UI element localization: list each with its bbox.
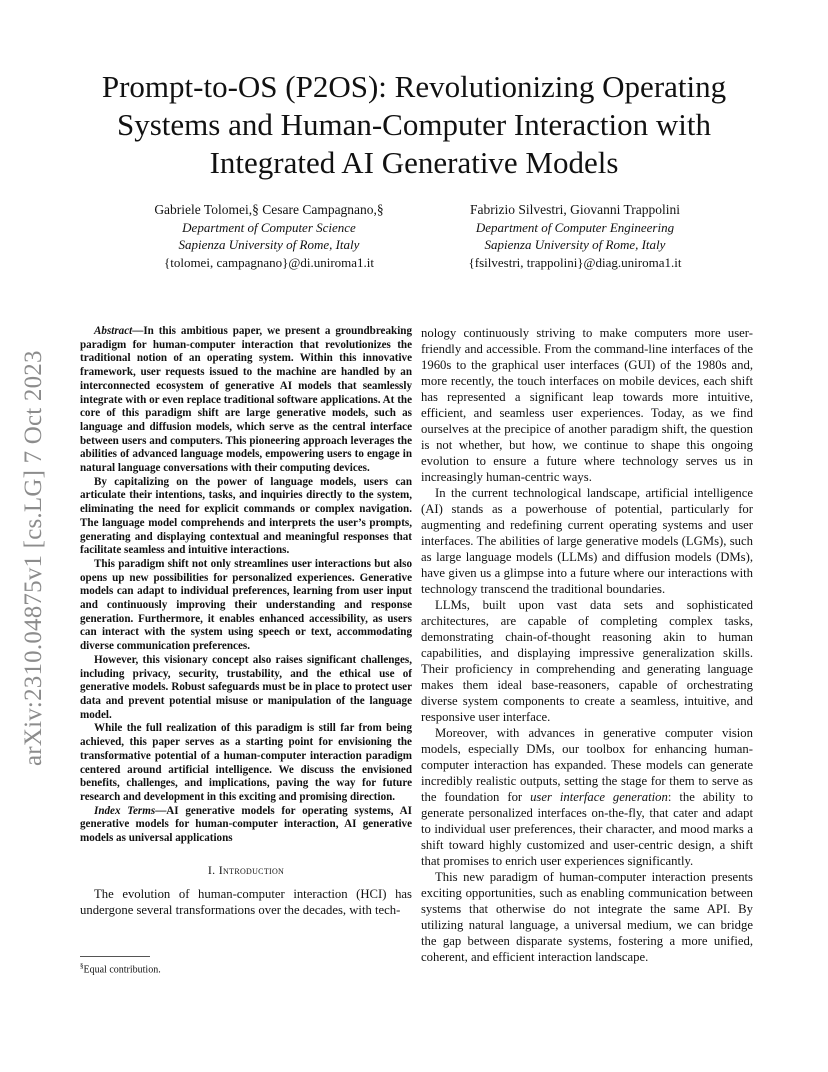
right-paragraph-3-before: Moreover, with advances in generative computer vision models, especially DMs, our toolbox for enhancing human-computer interaction has expanded. These models can generate incredibly realistic outputs, setting the stage for them to serve as the foundation for [421, 726, 753, 804]
footnote-mark: § [80, 962, 84, 970]
arxiv-identifier-text: arXiv:2310.04875v1 [cs.LG] 7 Oct 2023 [20, 350, 47, 766]
abstract-paragraph-2: By capitalizing on the power of language models, users can articulate their intentions, tasks, and inquiries directly to the system, eliminating the need for explicit commands or complex navigation. The language model comprehends and interprets the user’s prompts, generating and displaying contextual and meaningful responses that facilitate seamless and intuitive interactions. [80, 475, 412, 557]
index-terms-label: Index Terms [94, 804, 156, 817]
author-block-1 [104, 201, 434, 271]
footnote [80, 962, 161, 975]
author-email-2: {fsilvestri, trappolini}@diag.uniroma1.it [468, 254, 682, 270]
abstract-paragraph-1 [80, 325, 412, 476]
right-paragraph-2: LLMs, built upon vast data sets and sophisticated architectures, are capable of completing complex tasks, demonstrating chain-of-thought reasoning akin to human capabilities, and displaying impressive generalization skills. Their proficiency in comprehending and generating language makes them ideal base-reasoners, capable of orchestrating diverse system components to create a seamless, intuitive, and responsive user interface. [421, 598, 753, 724]
footnote-text: Equal contribution. [83, 964, 161, 976]
introduction-paragraph-1: The evolution of human-computer interaction (HCI) has undergone several transformations over the decades, with tech- [80, 886, 412, 917]
index-terms [80, 805, 412, 846]
abstract-paragraph-3: This paradigm shift not only streamlines user interactions but also opens up new possibilities for personalized experiences. Generative models can adapt to individual preferences, learning from user input and continuously improving their understanding and response generation. Furthermore, it enables enhanced accessibility, as users can interact with the system using speech or text, accommodating diverse communication preferences. [80, 557, 412, 653]
abstract [80, 325, 412, 846]
right-paragraph-1: In the current technological landscape, artificial intelligence (AI) stands as a powerhouse of potential, particularly for augmenting and redefining current operating systems and user interfaces. The abilities of large generative models (LGMs), such as large language models (LLMs) and diffusion models (DMs), have given us a glimpse into a future where our interactions with technology transcend the traditional boundaries. [421, 486, 753, 596]
abstract-label: Abstract [94, 325, 133, 337]
author-university-1: Sapienza University of Rome, Italy [178, 237, 360, 252]
abstract-text-1: —In this ambitious paper, we present a groundbreaking paradigm for human-computer interaction that revolutionizes the traditional notion of an operating system. Within this innovative framework, user requests issued to the machine are handled by an interconnected ecosystem of generative AI models that seamlessly integrate with or even replace traditional software applications. At the core of this paradigm shift are large generative models, such as language and diffusion models, which serve as the central interface between users and computers. This pioneering approach leverages the abilities of advanced language models, empowering users to engage in natural language conversations with their computing devices. [80, 325, 412, 475]
author-names-2: Fabrizio Silvestri, Giovanni Trappolini [469, 202, 680, 217]
footnote-divider [80, 956, 150, 957]
paper-title: Prompt-to-OS (P2OS): Revolutionizing Operating Systems and Human-Computer Interaction with Integrated AI Generative Models [101, 69, 727, 180]
left-column [80, 325, 412, 918]
author-names-1: Gabriele Tolomei,§ Cesare Campagnano,§ [154, 202, 384, 217]
author-department-1: Department of Computer Science [182, 219, 356, 235]
right-paragraph-3 [421, 725, 753, 869]
author-department-2: Department of Computer Engineering [475, 219, 675, 235]
author-university-2: Sapienza University of Rome, Italy [484, 237, 666, 252]
right-column [421, 325, 753, 965]
abstract-paragraph-5: While the full realization of this paradigm is still far from being achieved, this paper serves as a starting point for envisioning the transformative potential of a human-computer interaction paradigm centered around artificial intelligence. We discuss the envisioned benefits, challenges, and implications, paving the way for future research and development in this exciting and promising direction. [80, 722, 412, 803]
author-block-2 [410, 201, 740, 271]
section-heading-introduction: I. Introduction [207, 862, 285, 877]
author-email-1: {tolomei, campagnano}@di.uniroma1.it [163, 254, 375, 270]
right-paragraph-0: nology continuously striving to make computers more user-friendly and accessible. From the command-line interfaces of the 1960s to the graphical user interfaces (GUI) of the 1980s and, more recently, the touch interfaces on mobile devices, each shift has represented a significant leap towards more intuitive, efficient, and seamless user experiences. Today, as we find ourselves at the precipice of another paradigm shift, the question is not whether, but how, we continue to shape this ongoing evolution to ensure a future where technology serves us in increasingly human-centric ways. [421, 326, 753, 484]
abstract-paragraph-4: However, this visionary concept also raises significant challenges, including privacy, security, trustability, and the ethical use of generative models. Robust safeguards must be in place to protect user data and prevent potential misuse or manipulation of the language model. [80, 653, 412, 721]
right-paragraph-3-after: : the ability to generate personalized interfaces on-the-fly, that cater and adapt to individual user preferences, their character, and mood marks a shift toward highly customized and user-centric design, a shift that promises to enrich user experiences significantly. [421, 790, 753, 868]
right-paragraph-4: This new paradigm of human-computer interaction presents exciting opportunities, such as enabling communication between systems that otherwise do not integrate the same API. By utilizing natural language, a universal medium, we can bridge the gap between disparate systems, fostering a more unified, coherent, and efficient interaction landscape. [421, 870, 753, 964]
arxiv-identifier-stamp [14, 296, 54, 766]
right-paragraph-3-emphasis: user interface generation [530, 790, 668, 804]
index-terms-text: —AI generative models for operating systems, AI generative models for human-computer interaction, AI generative models as universal applications [80, 804, 412, 845]
